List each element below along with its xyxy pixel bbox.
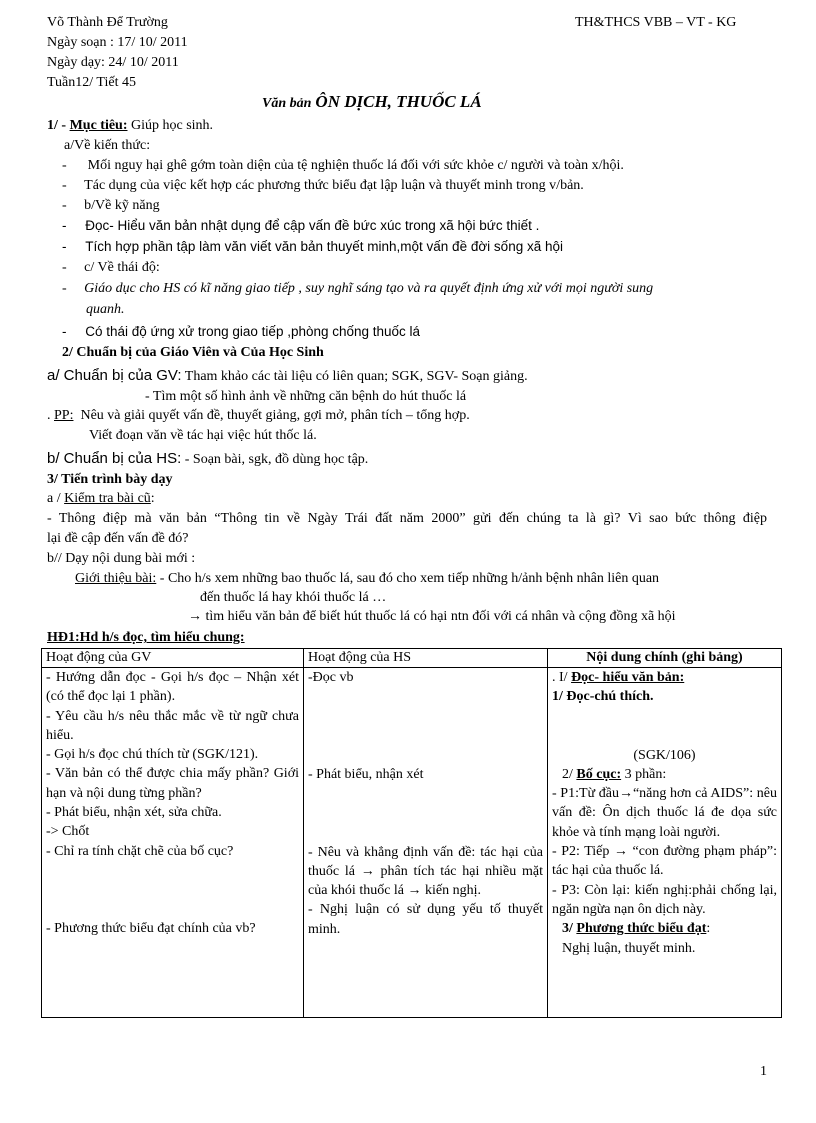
gv-item: - Phương thức biểu đạt chính của vb? [46, 920, 256, 936]
knowledge-item-2: - Tác dụng của việc kết hợp các phương thức biểu đạt lập luận và thuyết minh trong v/bản. [62, 178, 584, 193]
page-number: 1 [760, 1064, 767, 1079]
header-content: Nội dung chính (ghi bảng) [548, 649, 782, 668]
gv-prep [47, 366, 528, 387]
objectives-label: Mục tiêu: [69, 118, 128, 133]
teacher-name: Võ Thành Để Trường [47, 15, 168, 30]
school-name: TH&THCS VBB – VT - KG [575, 15, 737, 30]
attitude-item-1: - Giáo dục cho HS có kĩ năng giao tiếp , suy nghĩ sáng tạo và ra quyết định ứng xử với mọi người sung [62, 281, 654, 296]
activity-heading: HĐ1:Hd h/s đọc, tìm hiểu chung: [47, 630, 245, 645]
sec1-label: Đọc- hiểu văn bản: [571, 670, 685, 685]
header-gv: Hoạt động của GV [42, 649, 304, 668]
sec3-suffix: : [706, 921, 711, 937]
sec1-prefix: . I/ [552, 670, 572, 685]
header-hs: Hoạt động của HS [304, 649, 548, 668]
content-part-3: - P3: Còn lại: kiến nghị:phải chống lại, ngăn ngừa nạn ôn dịch này. [552, 882, 777, 917]
knowledge-label: a/Về kiến thức: [64, 138, 151, 153]
check-question: - Thông điệp mà văn bản “Thông tin về Ngày Trái đất năm 2000” gửi đến chúng ta là gì? Vì sao bức thông điệp [47, 511, 767, 526]
content-section-3 [552, 919, 777, 938]
gv-column [42, 668, 304, 1018]
gv-prep-text: Tham khảo các tài liệu có liên quan; SGK, SGV- Soạn giảng. [184, 369, 528, 384]
new-lesson-label: b// Dạy nội dung bài mới : [47, 551, 196, 566]
content-part-1: - P1:Từ đầu→“năng hơn cả AIDS”: nêu vấn đề: Ôn dịch thuốc lá đe dọa sức khỏe và tính mạng loài người. [552, 786, 777, 840]
objectives-heading [47, 116, 213, 136]
attitude-item-1-cont: quanh. [86, 302, 125, 317]
gv-prep-label: a/ Chuẩn bị của GV: [47, 367, 182, 384]
teach-date: Ngày dạy: 24/ 10/ 2011 [47, 55, 179, 70]
skills-item-1: - Đọc- Hiểu văn bản nhật dụng để cập vấn đề bức xúc trong xã hội bức thiết . [62, 218, 540, 233]
pp-line [47, 406, 470, 426]
content-section-2 [552, 765, 777, 784]
objectives-num: 1/ - [47, 118, 67, 133]
content-sec1-sub: 1/ Đọc-chú thích. [552, 689, 654, 705]
title-main: ÔN DỊCH, THUỐC LÁ [315, 92, 482, 111]
pp-label: PP: [54, 408, 74, 423]
content-part-2: - P2: Tiếp → “con đường phạm pháp”: tác hại của thuốc lá. [552, 844, 777, 879]
hs-prep-label: b/ Chuẩn bị của HS: [47, 450, 182, 467]
knowledge-item-1: - Mối nguy hại ghê gớm toàn diện của tệ nghiện thuốc lá đối với sức khỏe c/ người và toàn x/hội. [62, 158, 624, 173]
activity-table [41, 648, 782, 1018]
pp-text-2: Viết đoạn văn về tác hại việc hút thốc lá. [89, 428, 317, 443]
gv-item: - Yêu cầu h/s nêu thắc mắc về từ ngữ chưa hiểu. [46, 708, 299, 743]
hs-prep-text: - Soạn bài, sgk, đồ dùng học tập. [184, 452, 369, 467]
week-period: Tuần12/ Tiết 45 [47, 75, 136, 90]
check-prefix: a / [47, 491, 65, 506]
page-title [262, 92, 482, 114]
objectives-rest: Giúp học sinh. [131, 118, 214, 133]
intro-text-3: → tìm hiểu văn bản để biết hút thuốc lá có hại ntn đối với cá nhân và cộng đồng xã hội [188, 609, 676, 624]
hs-item: - Nêu và khẳng định vấn đề: tác hại của thuốc lá → phân tích tác hại nhiều mặt của khói thuốc lá → kiến nghị. [308, 844, 543, 899]
gv-item: - Văn bản có thể được chia mấy phần? Giới hạn và nội dung từng phần? [46, 766, 299, 801]
prep-heading: 2/ Chuẩn bị của Giáo Viên và Của Học Sinh [62, 345, 324, 360]
hs-item: - Phát biểu, nhận xét [308, 767, 424, 783]
attitude-item-2: - Có thái độ ứng xử trong giao tiếp ,phòng chống thuốc lá [62, 324, 421, 339]
intro-text-1: - Cho h/s xem những bao thuốc lá, sau đó cho xem tiếp những h/ảnh bệnh nhân liên quan [159, 571, 660, 586]
intro-text-2: đến thuốc lá hay khói thuốc lá … [200, 590, 387, 605]
sec2-label: Bố cục: [576, 766, 622, 782]
skills-label: - b/Về kỹ năng [62, 198, 160, 213]
check-question-cont: lại đề cập đến vấn đề đó? [47, 531, 189, 546]
gv-item: - Gọi h/s đọc chú thích từ (SGK/121). [46, 747, 259, 763]
sec2-rest: 3 phần: [621, 766, 667, 782]
prep-date: Ngày soạn : 17/ 10/ 2011 [47, 35, 188, 50]
sgk-ref: (SGK/106) [633, 747, 696, 763]
check-label: Kiểm tra bài cũ [64, 491, 151, 506]
gv-item: -> Chốt [46, 824, 90, 840]
intro-label: Giới thiệu bài: [75, 571, 157, 586]
attitude-label: - c/ Về thái độ: [62, 260, 160, 275]
table-row [42, 668, 782, 1018]
gv-item: - Chỉ ra tính chặt chẽ của bố cục? [46, 843, 234, 859]
hs-prep [47, 449, 368, 470]
content-column [548, 668, 782, 1018]
title-prefix: Văn bản [262, 96, 312, 111]
content-sec3-text: Nghị luận, thuyết minh. [562, 940, 696, 956]
check-suffix: : [150, 491, 155, 506]
process-heading: 3/ Tiến trình bày dạy [47, 472, 173, 487]
pp-text: Nêu và giải quyết vấn đề, thuyết giảng, gợi mở, phân tích – tổng hợp. [80, 408, 470, 423]
hs-item: - Nghị luận có sử dụng yếu tố thuyết minh. [308, 902, 543, 937]
intro-line [75, 569, 659, 589]
gv-item: - Hướng dẫn đọc - Gọi h/s đọc – Nhận xét (có thể đọc lại 1 phần). [46, 670, 299, 705]
table-header-row [42, 649, 782, 668]
hs-column [304, 668, 548, 1018]
skills-item-2: - Tích hợp phần tập làm văn viết văn bản thuyết minh,một vấn đề đời sống xã hội [62, 239, 563, 254]
pp-prefix: . [47, 408, 54, 423]
sec2-prefix: 2/ [562, 766, 577, 782]
gv-prep-text-2: - Tìm một số hình ảnh về những căn bệnh do hút thuốc lá [145, 389, 467, 404]
sec3-prefix: 3/ [562, 921, 577, 937]
sec3-label: Phương thức biểu đạt [576, 921, 707, 937]
gv-item: - Phát biểu, nhận xét, sửa chữa. [46, 805, 222, 821]
hs-item: -Đọc vb [308, 670, 354, 685]
check-old-lesson [47, 489, 155, 509]
content-section-1 [552, 668, 777, 687]
